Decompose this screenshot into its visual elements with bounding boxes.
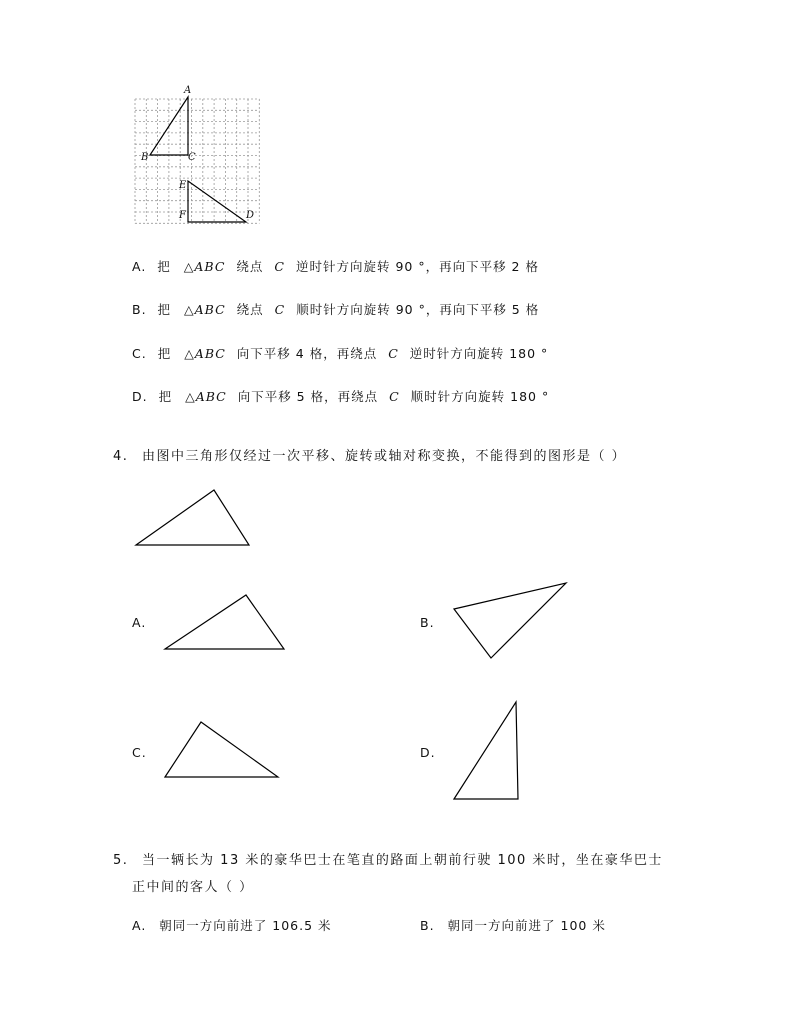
q4-option-b-letter[interactable]: B. <box>420 615 435 630</box>
q5-stem-line2 <box>132 876 254 895</box>
q5-option-b[interactable] <box>420 916 606 934</box>
q3-option-b[interactable] <box>132 300 539 318</box>
option-pre: 把 <box>158 389 173 404</box>
option-letter: C. <box>132 346 147 361</box>
option-letter: B. <box>420 918 435 933</box>
option-point: C <box>388 346 399 361</box>
option-post: 逆时针方向旋转 180 ° <box>409 346 549 361</box>
option-triangle: △ABC <box>184 302 226 317</box>
option-point: C <box>389 389 400 404</box>
grid-label-d: D <box>246 210 255 221</box>
q4-option-c-letter[interactable]: C. <box>132 745 147 760</box>
option-point: C <box>274 259 285 274</box>
q4-stem <box>113 445 626 464</box>
triangle-edf <box>188 181 246 222</box>
question-text-line1: 当一辆长为 13 米的豪华巴士在笔直的路面上朝前行驶 100 米时，坐在豪华巴士 <box>142 853 663 868</box>
triangle-abc <box>150 97 188 155</box>
option-pre: 把 <box>157 346 172 361</box>
option-pre: 把 <box>157 259 171 274</box>
grid-label-f: F <box>179 210 186 221</box>
q5-option-a[interactable] <box>132 916 332 934</box>
q3-option-c[interactable] <box>132 344 548 362</box>
question-text-line2: 正中间的客人（ ） <box>132 880 254 895</box>
option-triangle: △ABC <box>184 346 226 361</box>
option-mid: 向下平移 5 格，再绕点 <box>237 389 379 404</box>
option-letter: A. <box>132 918 147 933</box>
grid-label-b: B <box>141 152 149 163</box>
reference-triangle <box>136 490 249 545</box>
option-letter: B. <box>132 302 147 317</box>
grid-label-a: A <box>184 85 192 96</box>
grid-label-e: E <box>179 180 187 191</box>
option-post: 逆时针方向旋转 90 °，再向下平移 2 格 <box>295 259 539 274</box>
option-triangle: △ABC <box>183 259 226 274</box>
option-b-triangle <box>454 583 566 658</box>
option-mid: 绕点 <box>236 259 264 274</box>
option-point: C <box>274 302 286 317</box>
option-mid: 绕点 <box>236 302 264 317</box>
option-a-triangle <box>165 595 284 649</box>
option-letter: D. <box>132 389 148 404</box>
q3-option-d[interactable] <box>132 387 549 405</box>
option-pre: 把 <box>157 302 172 317</box>
option-text: 朝同一方向前进了 100 米 <box>447 918 606 933</box>
q4-option-a-letter[interactable]: A. <box>132 615 147 630</box>
option-letter: A. <box>132 259 147 274</box>
question-number: 4. <box>113 449 129 464</box>
option-d-triangle <box>454 702 518 799</box>
q3-option-a[interactable] <box>132 257 539 275</box>
option-c-triangle <box>165 722 278 777</box>
grid-label-c: C <box>188 152 196 163</box>
question-text: 由图中三角形仅经过一次平移、旋转或轴对称变换，不能得到的图形是（ ） <box>142 449 627 464</box>
option-post: 顺时针方向旋转 90 °，再向下平移 5 格 <box>296 302 540 317</box>
option-text: 朝同一方向前进了 106.5 米 <box>159 918 332 933</box>
q5-stem <box>113 849 663 868</box>
option-triangle: △ABC <box>185 389 227 404</box>
q4-option-d-letter[interactable]: D. <box>420 745 436 760</box>
option-mid: 向下平移 4 格，再绕点 <box>236 346 378 361</box>
question-number: 5. <box>113 853 129 868</box>
option-post: 顺时针方向旋转 180 ° <box>410 389 550 404</box>
grid-figure <box>125 82 270 232</box>
